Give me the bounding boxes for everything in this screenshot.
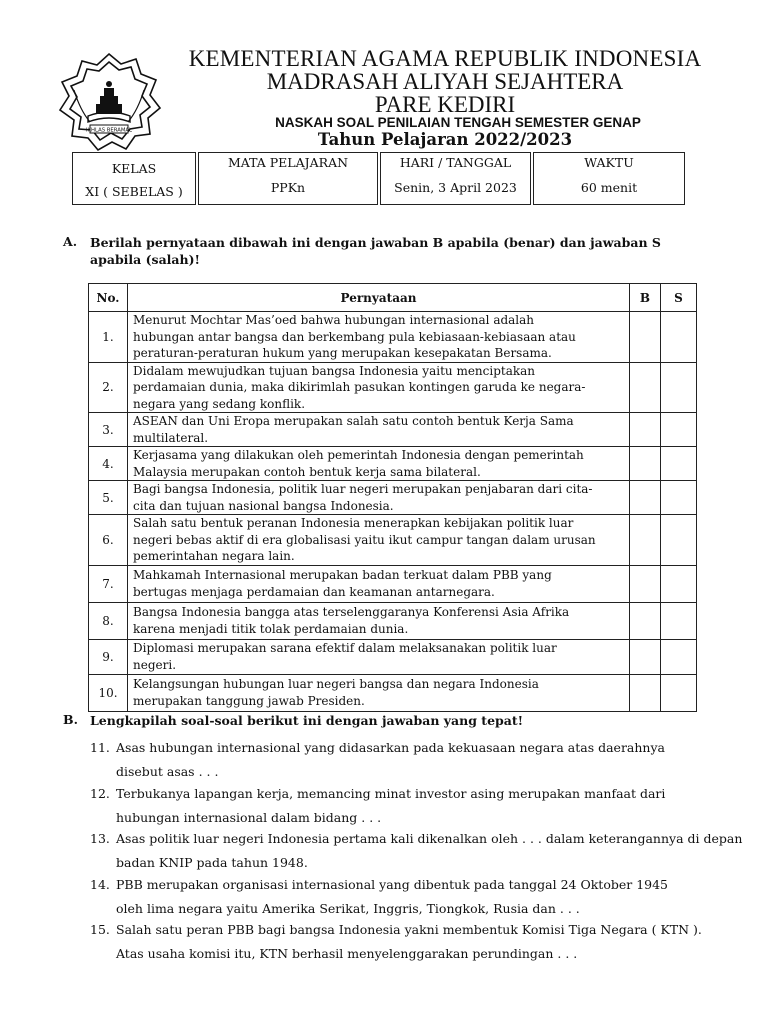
statement-line: Kerjasama yang dilakukan oleh pemerintah Indonesia dengan pemerintah <box>133 448 584 462</box>
statement-cell <box>128 312 630 363</box>
section-a-letter: A. <box>63 234 78 249</box>
info-box-mata-pelajaran <box>198 152 378 205</box>
answer-b-cell[interactable] <box>630 565 661 602</box>
answer-b-cell[interactable] <box>630 312 661 363</box>
statement-cell <box>128 602 630 639</box>
table-row <box>89 639 697 674</box>
table-row <box>89 413 697 447</box>
answer-b-cell[interactable] <box>630 447 661 481</box>
item-text-line2: badan KNIP pada tahun 1948. <box>116 855 308 870</box>
hari-label: HARI / TANGGAL <box>399 155 512 170</box>
list-item <box>90 786 760 832</box>
row-number: 4. <box>89 447 128 481</box>
statement-cell <box>128 447 630 481</box>
row-number: 1. <box>89 312 128 363</box>
info-box-hari-tanggal <box>380 152 531 205</box>
list-item <box>90 831 760 877</box>
waktu-label: WAKTU <box>584 155 634 170</box>
statement-line: negara yang sedang konflik. <box>133 396 306 411</box>
statement-cell <box>128 674 630 711</box>
answer-s-cell[interactable] <box>661 639 697 674</box>
row-number: 2. <box>89 362 128 413</box>
statement-line: Bangsa Indonesia bangga atas terselenggaranya Konferensi Asia Afrika <box>133 605 570 619</box>
statement-line: hubungan antar bangsa dan berkembang pula kebiasaan-kebiasaan atau <box>133 329 576 344</box>
header-city: PARE KEDIRI <box>374 92 516 117</box>
table-row <box>89 447 697 481</box>
statement-line: Mahkamah Internasional merupakan badan terkuat dalam PBB yang <box>133 568 552 582</box>
header-no: No. <box>89 284 128 312</box>
info-box-kelas <box>72 152 196 205</box>
item-text-line1: Asas politik luar negeri Indonesia pertama kali dikenalkan oleh . . . dalam keterangannya di depan <box>116 831 743 846</box>
item-number: 14. <box>90 876 110 892</box>
header-statement: Pernyataan <box>128 284 630 312</box>
statement-line: Kelangsungan hubungan luar negeri bangsa dan negara Indonesia <box>133 677 539 691</box>
row-number: 7. <box>89 565 128 602</box>
mapel-value: PPKn <box>270 180 306 195</box>
header-school: MADRASAH ALIYAH SEJAHTERA <box>266 69 624 94</box>
mapel-label: MATA PELAJARAN <box>227 155 349 170</box>
row-number: 6. <box>89 515 128 566</box>
answer-s-cell[interactable] <box>661 602 697 639</box>
statement-line: Menurut Mochtar Mas’oed bahwa hubungan internasional adalah <box>133 313 535 327</box>
answer-b-cell[interactable] <box>630 362 661 413</box>
answer-b-cell[interactable] <box>630 674 661 711</box>
table-row <box>89 602 697 639</box>
item-number: 13. <box>90 831 110 846</box>
header-academic-year: Tahun Pelajaran 2022/2023 <box>317 130 573 149</box>
answer-s-cell[interactable] <box>661 481 697 515</box>
table-row <box>89 674 697 711</box>
header-b: B <box>630 284 661 312</box>
statement-line: Bagi bangsa Indonesia, politik luar negeri merupakan penjabaran dari cita- <box>133 482 593 496</box>
section-a-instruction-line1: Berilah pernyataan dibawah ini dengan jawaban B apabila (benar) dan jawaban S <box>90 235 661 250</box>
row-number: 9. <box>89 639 128 674</box>
statement-cell <box>128 639 630 674</box>
statement-cell <box>128 413 630 447</box>
answer-s-cell[interactable] <box>661 565 697 602</box>
list-item <box>90 922 760 968</box>
item-text-line1: Salah satu peran PBB bagi bangsa Indonesia yakni membentuk Komisi Tiga Negara ( KTN ). <box>116 922 702 937</box>
table-row <box>89 481 697 515</box>
table-row <box>89 362 697 413</box>
item-text-line1: Asas hubungan internasional yang didasarkan pada kekuasaan negara atas daerahnya <box>116 740 665 755</box>
answer-s-cell[interactable] <box>661 362 697 413</box>
statement-line: bertugas menjaga perdamaian dan keamanan antarnegara. <box>133 584 495 599</box>
item-number: 11. <box>90 740 110 755</box>
header-s: S <box>661 284 697 312</box>
item-text-line1: Terbukanya lapangan kerja, memancing minat investor asing merupakan manfaat dari <box>116 785 666 801</box>
statement-line: perdamaian dunia, maka dikirimlah pasukan kontingen garuda ke negara- <box>133 380 586 394</box>
section-b-instruction: Lengkapilah soal-soal berikut ini dengan jawaban yang tepat! <box>90 713 524 728</box>
row-number: 10. <box>89 674 128 711</box>
info-box-waktu <box>533 152 685 205</box>
statement-line: peraturan-peraturan hukum yang merupakan kesepakatan Bersama. <box>133 346 552 360</box>
row-number: 5. <box>89 481 128 515</box>
statement-line: multilateral. <box>133 430 209 445</box>
statement-line: negeri bebas aktif di era globalisasi yaitu ikut campur tangan dalam urusan <box>133 532 596 547</box>
item-number: 12. <box>90 785 110 801</box>
answer-s-cell[interactable] <box>661 312 697 363</box>
statement-cell <box>128 362 630 413</box>
kelas-value: XI ( SEBELAS ) <box>85 184 183 199</box>
item-text-line2: hubungan internasional dalam bidang . . . <box>116 809 382 825</box>
statement-line: pemerintahan negara lain. <box>133 549 295 563</box>
section-a-instruction-line2: apabila (salah)! <box>90 252 201 267</box>
item-number: 15. <box>90 922 110 937</box>
answer-s-cell[interactable] <box>661 515 697 566</box>
statement-line: Malaysia merupakan contoh bentuk kerja sama bilateral. <box>133 464 481 479</box>
statement-cell <box>128 515 630 566</box>
table-header-row <box>89 284 697 312</box>
item-text-line2: disebut asas . . . <box>116 764 219 779</box>
statement-cell <box>128 481 630 515</box>
table-row <box>89 312 697 363</box>
waktu-value: 60 menit <box>580 180 638 195</box>
hari-value: Senin, 3 April 2023 <box>394 180 517 195</box>
header-exam-title: NASKAH SOAL PENILAIAN TENGAH SEMESTER GENAP <box>275 115 641 130</box>
table-row <box>89 515 697 566</box>
answer-b-cell[interactable] <box>630 515 661 566</box>
section-a-instruction <box>90 234 661 268</box>
statement-line: Didalam mewujudkan tujuan bangsa Indonesia yaitu menciptakan <box>133 363 536 378</box>
answer-b-cell[interactable] <box>630 413 661 447</box>
answer-b-cell[interactable] <box>630 481 661 515</box>
statement-cell <box>128 565 630 602</box>
statement-line: negeri. <box>133 657 177 672</box>
answer-s-cell[interactable] <box>661 413 697 447</box>
item-text-line2: Atas usaha komisi itu, KTN berhasil menyelenggarakan perundingan . . . <box>116 946 578 961</box>
statement-table <box>88 283 697 712</box>
row-number: 8. <box>89 602 128 639</box>
fill-in-list <box>90 740 760 968</box>
answer-b-cell[interactable] <box>630 602 661 639</box>
statement-line: Diplomasi merupakan sarana efektif dalam melaksanakan politik luar <box>133 641 557 655</box>
section-b-letter: B. <box>63 712 78 727</box>
header-ministry: KEMENTERIAN AGAMA REPUBLIK INDONESIA <box>188 46 702 71</box>
statement-line: cita dan tujuan nasional bangsa Indonesia. <box>133 498 394 513</box>
statement-line: merupakan tanggung jawab Presiden. <box>133 693 365 708</box>
table-row <box>89 565 697 602</box>
item-text-line1: PBB merupakan organisasi internasional yang dibentuk pada tanggal 24 Oktober 1945 <box>116 876 669 892</box>
answer-b-cell[interactable] <box>630 639 661 674</box>
item-text-line2: oleh lima negara yaitu Amerika Serikat, Inggris, Tiongkok, Rusia dan . . . <box>116 900 580 916</box>
answer-s-cell[interactable] <box>661 674 697 711</box>
statement-line: ASEAN dan Uni Eropa merupakan salah satu contoh bentuk Kerja Sama <box>133 414 574 428</box>
kelas-label: KELAS <box>111 161 157 176</box>
statement-line: karena menjadi titik tolak perdamaian dunia. <box>133 621 409 636</box>
row-number: 3. <box>89 413 128 447</box>
list-item <box>90 877 760 923</box>
logo-ribbon-text: IKHLAS BERAMAL <box>86 127 132 134</box>
statement-line: Salah satu bentuk peranan Indonesia menerapkan kebijakan politik luar <box>133 516 574 530</box>
answer-s-cell[interactable] <box>661 447 697 481</box>
list-item <box>90 740 760 786</box>
